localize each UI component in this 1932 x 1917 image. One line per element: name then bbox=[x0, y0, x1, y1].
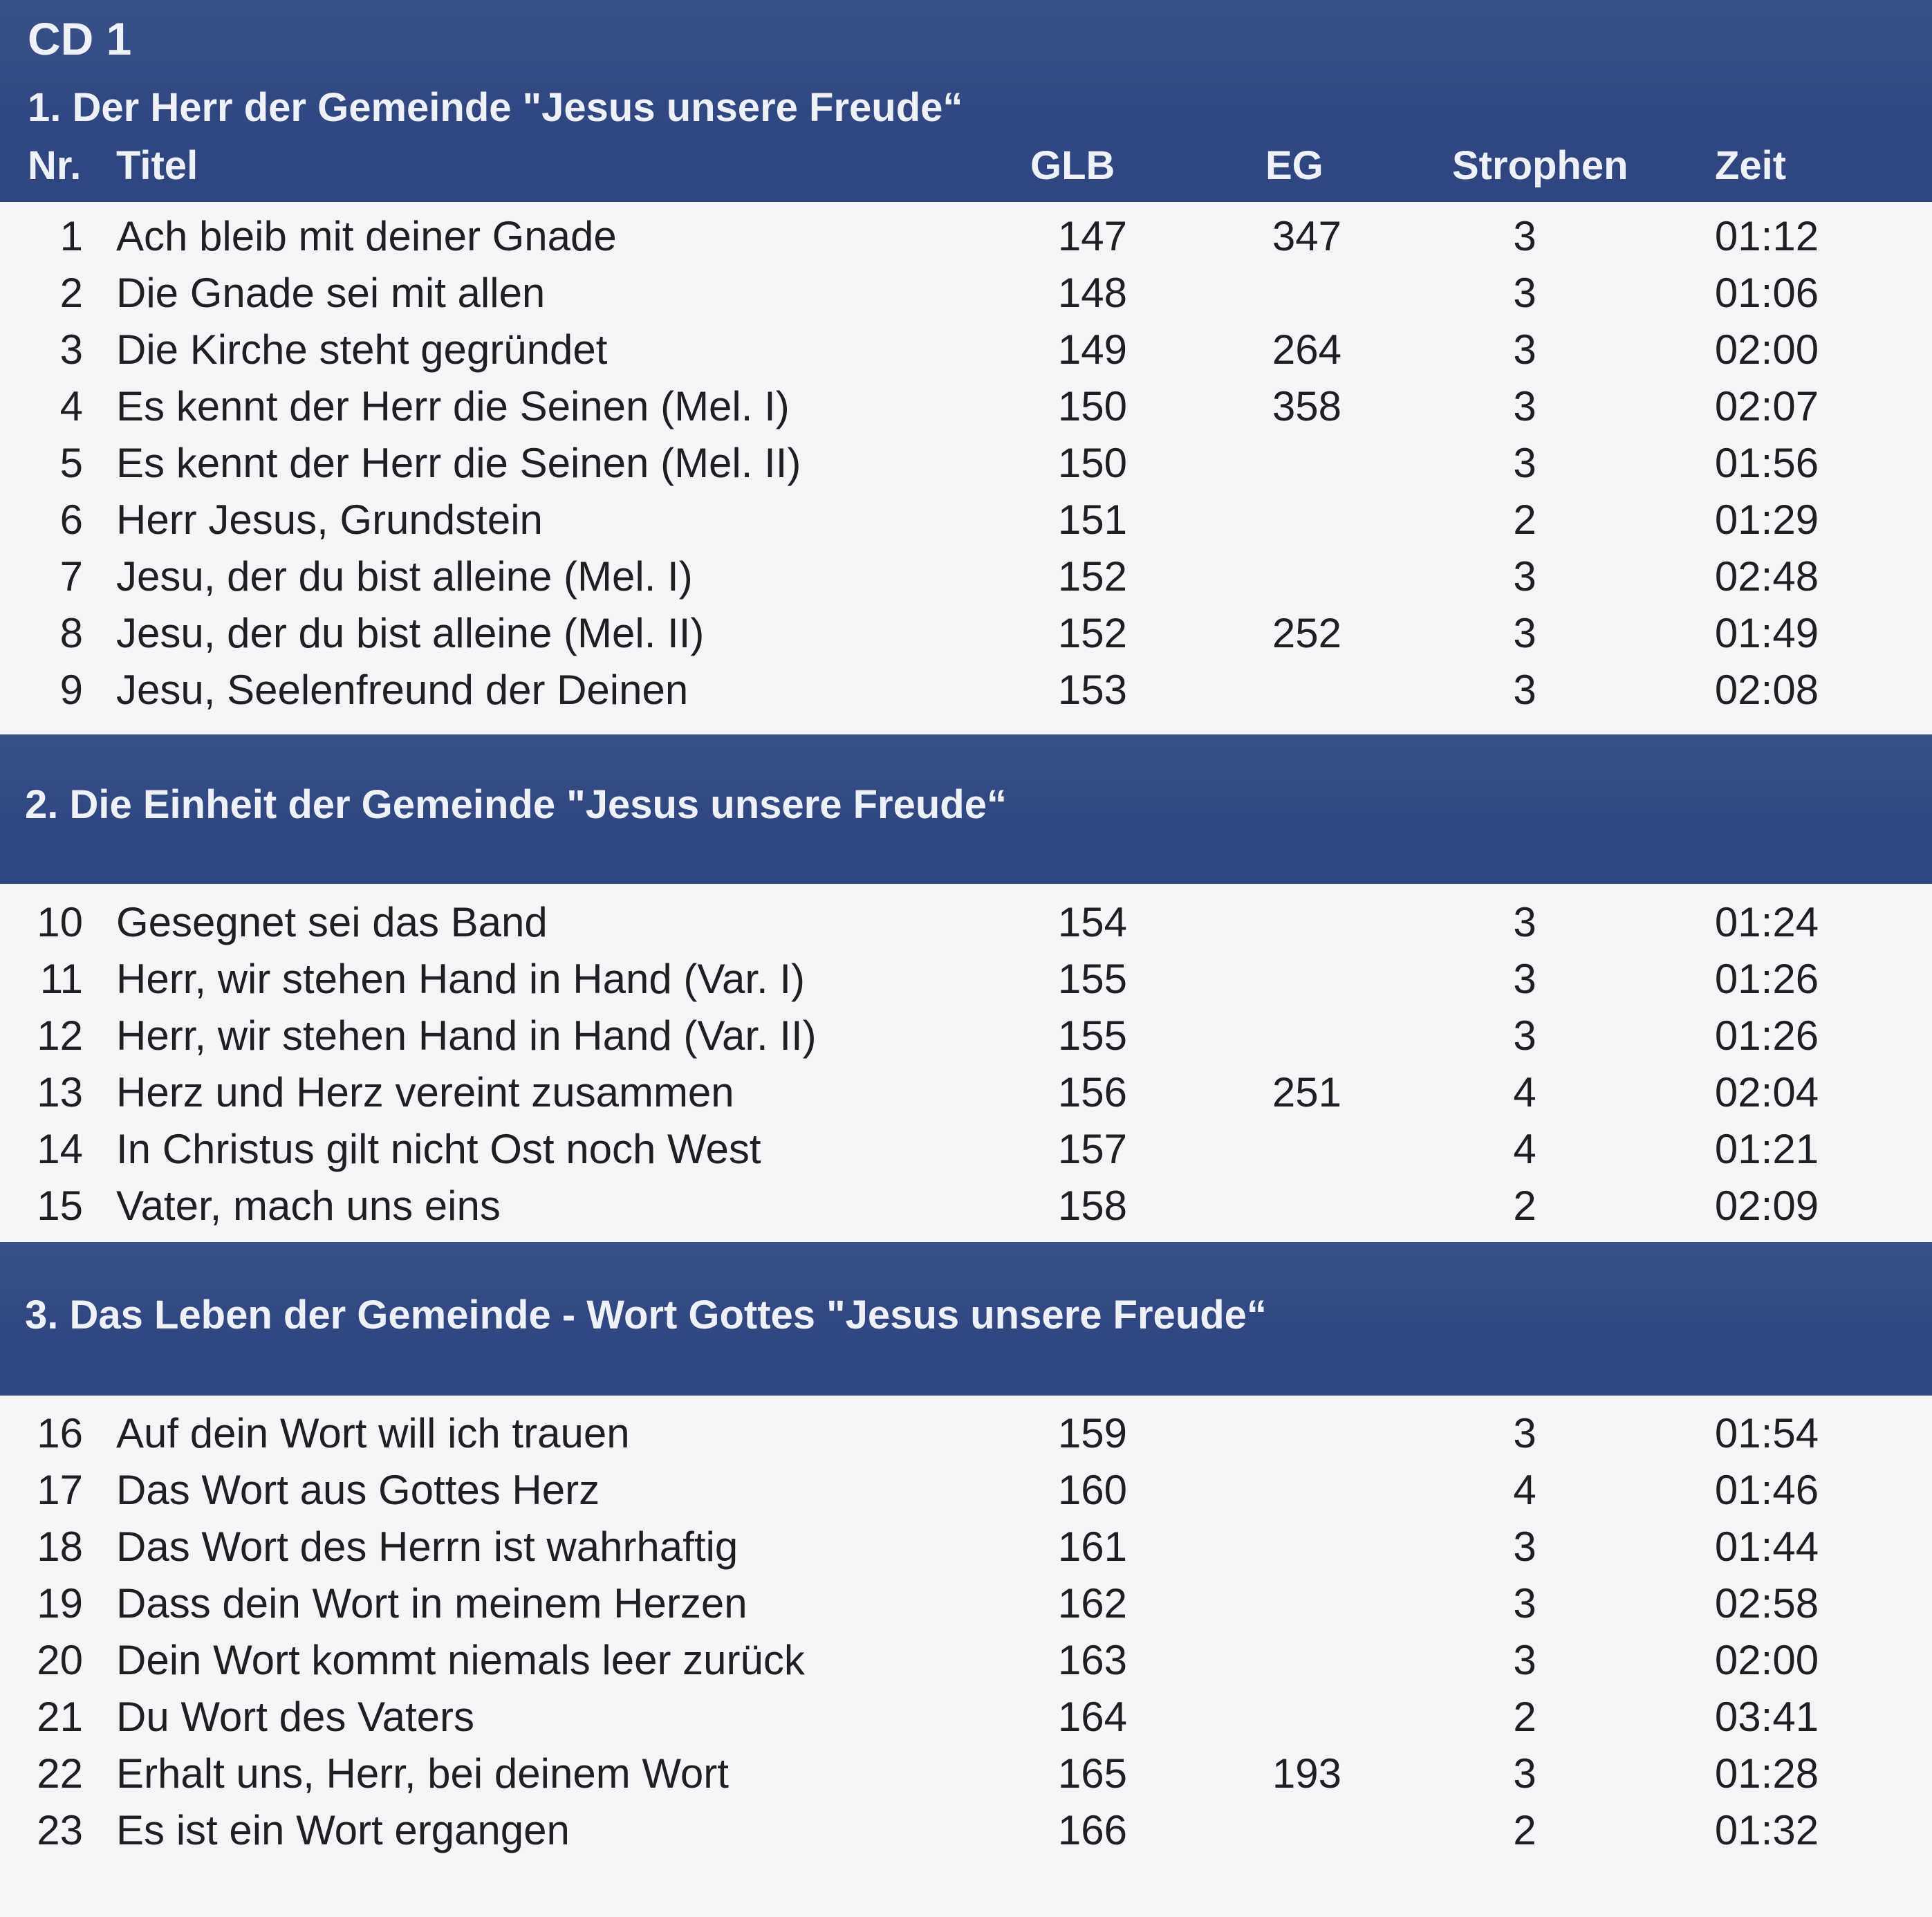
track-row bbox=[0, 605, 1932, 662]
track-row bbox=[0, 1802, 1932, 1859]
track-number: 11 bbox=[39, 956, 83, 1002]
section-heading-1: 1. Der Herr der Gemeinde "Jesus unsere Freude“ bbox=[28, 85, 963, 130]
track-row bbox=[0, 322, 1932, 378]
track-number: 8 bbox=[59, 610, 83, 656]
track-row bbox=[0, 1008, 1932, 1064]
track-number: 17 bbox=[37, 1467, 83, 1513]
track-strophen: 4 bbox=[1513, 1126, 1536, 1172]
track-title: Du Wort des Vaters bbox=[116, 1694, 474, 1740]
track-row bbox=[0, 1745, 1932, 1802]
track-number: 18 bbox=[37, 1524, 83, 1570]
track-title: Erhalt uns, Herr, bei deinem Wort bbox=[116, 1750, 729, 1797]
track-eg: 193 bbox=[1272, 1750, 1341, 1797]
track-strophen: 3 bbox=[1513, 270, 1536, 316]
track-title: Herr Jesus, Grundstein bbox=[116, 497, 543, 543]
track-title: Herz und Herz vereint zusammen bbox=[116, 1069, 734, 1115]
track-title: Die Gnade sei mit allen bbox=[116, 270, 546, 316]
track-zeit: 01:28 bbox=[1714, 1750, 1819, 1797]
track-zeit: 01:21 bbox=[1714, 1126, 1819, 1172]
track-strophen: 3 bbox=[1513, 440, 1536, 486]
section-heading-3: 3. Das Leben der Gemeinde - Wort Gottes "Jesus unsere Freude“ bbox=[25, 1293, 1267, 1337]
track-zeit: 02:04 bbox=[1714, 1069, 1819, 1115]
track-row bbox=[0, 662, 1932, 719]
column-header-zeit: Zeit bbox=[1715, 143, 1787, 188]
column-header-eg: EG bbox=[1265, 143, 1323, 188]
track-strophen: 4 bbox=[1513, 1069, 1536, 1115]
track-title: Es kennt der Herr die Seinen (Mel. II) bbox=[116, 440, 801, 486]
track-row bbox=[0, 894, 1932, 951]
track-strophen: 3 bbox=[1513, 326, 1536, 373]
header-band-3 bbox=[0, 1242, 1932, 1396]
section-2-tracks bbox=[0, 894, 1932, 1234]
track-strophen: 3 bbox=[1513, 956, 1536, 1002]
track-zeit: 01:26 bbox=[1714, 1012, 1819, 1059]
track-title: Die Kirche steht gegründet bbox=[116, 326, 608, 373]
track-row bbox=[0, 1405, 1932, 1462]
track-eg: 264 bbox=[1272, 326, 1341, 373]
column-header-nr: Nr. bbox=[28, 143, 82, 188]
track-strophen: 3 bbox=[1513, 1410, 1536, 1456]
track-glb: 164 bbox=[1057, 1694, 1127, 1740]
track-zeit: 01:49 bbox=[1714, 610, 1819, 656]
track-title: Ach bleib mit deiner Gnade bbox=[116, 213, 617, 259]
track-strophen: 2 bbox=[1513, 497, 1536, 543]
track-title: Das Wort des Herrn ist wahrhaftig bbox=[116, 1524, 739, 1570]
track-row bbox=[0, 1575, 1932, 1632]
track-title: Es kennt der Herr die Seinen (Mel. I) bbox=[116, 383, 790, 429]
track-number: 12 bbox=[37, 1012, 83, 1059]
track-eg: 358 bbox=[1272, 383, 1341, 429]
track-strophen: 4 bbox=[1513, 1467, 1536, 1513]
track-row bbox=[0, 548, 1932, 605]
track-glb: 165 bbox=[1057, 1750, 1127, 1797]
track-title: Jesu, Seelenfreund der Deinen bbox=[116, 667, 689, 713]
track-glb: 150 bbox=[1057, 440, 1127, 486]
track-strophen: 3 bbox=[1513, 1012, 1536, 1059]
track-glb: 159 bbox=[1057, 1410, 1127, 1456]
track-row bbox=[0, 378, 1932, 435]
track-zeit: 01:44 bbox=[1714, 1524, 1819, 1570]
track-number: 1 bbox=[59, 213, 83, 259]
track-strophen: 3 bbox=[1513, 610, 1536, 656]
track-number: 22 bbox=[37, 1750, 83, 1797]
track-zeit: 01:29 bbox=[1714, 497, 1819, 543]
track-glb: 149 bbox=[1057, 326, 1127, 373]
track-zeit: 01:54 bbox=[1714, 1410, 1819, 1456]
track-glb: 150 bbox=[1057, 383, 1127, 429]
track-number: 20 bbox=[37, 1637, 83, 1683]
track-zeit: 02:00 bbox=[1714, 1637, 1819, 1683]
track-glb: 166 bbox=[1057, 1807, 1127, 1853]
track-zeit: 01:06 bbox=[1714, 270, 1819, 316]
section-1-tracks bbox=[0, 208, 1932, 719]
track-zeit: 01:32 bbox=[1714, 1807, 1819, 1853]
track-strophen: 2 bbox=[1513, 1183, 1536, 1229]
track-zeit: 01:46 bbox=[1714, 1467, 1819, 1513]
track-strophen: 3 bbox=[1513, 383, 1536, 429]
track-glb: 162 bbox=[1057, 1580, 1127, 1627]
track-glb: 152 bbox=[1057, 553, 1127, 600]
track-glb: 147 bbox=[1057, 213, 1127, 259]
header-band-1 bbox=[0, 0, 1932, 202]
track-row bbox=[0, 1178, 1932, 1234]
track-title: Jesu, der du bist alleine (Mel. I) bbox=[116, 553, 693, 600]
track-number: 3 bbox=[59, 326, 83, 373]
track-glb: 151 bbox=[1057, 497, 1127, 543]
track-glb: 155 bbox=[1057, 1012, 1127, 1059]
track-zeit: 03:41 bbox=[1714, 1694, 1819, 1740]
track-title: Auf dein Wort will ich trauen bbox=[116, 1410, 630, 1456]
track-zeit: 02:07 bbox=[1714, 383, 1819, 429]
track-row bbox=[0, 435, 1932, 492]
track-glb: 156 bbox=[1057, 1069, 1127, 1115]
track-row bbox=[0, 951, 1932, 1008]
track-title: Das Wort aus Gottes Herz bbox=[116, 1467, 600, 1513]
track-row bbox=[0, 1519, 1932, 1575]
track-glb: 161 bbox=[1057, 1524, 1127, 1570]
track-title: Herr, wir stehen Hand in Hand (Var. II) bbox=[116, 1012, 817, 1059]
track-glb: 153 bbox=[1057, 667, 1127, 713]
track-strophen: 3 bbox=[1513, 667, 1536, 713]
track-zeit: 02:09 bbox=[1714, 1183, 1819, 1229]
track-number: 16 bbox=[37, 1410, 83, 1456]
track-number: 9 bbox=[59, 667, 83, 713]
track-strophen: 2 bbox=[1513, 1807, 1536, 1853]
track-strophen: 3 bbox=[1513, 553, 1536, 600]
track-zeit: 01:26 bbox=[1714, 956, 1819, 1002]
track-eg: 347 bbox=[1272, 213, 1341, 259]
track-title: Gesegnet sei das Band bbox=[116, 899, 548, 945]
track-number: 10 bbox=[37, 899, 83, 945]
track-glb: 160 bbox=[1057, 1467, 1127, 1513]
header-band-2 bbox=[0, 734, 1932, 884]
track-row bbox=[0, 1064, 1932, 1121]
track-strophen: 2 bbox=[1513, 1694, 1536, 1740]
column-header-row bbox=[0, 138, 1932, 194]
track-number: 7 bbox=[59, 553, 83, 600]
track-glb: 163 bbox=[1057, 1637, 1127, 1683]
track-number: 2 bbox=[59, 270, 83, 316]
column-header-glb: GLB bbox=[1030, 143, 1115, 188]
track-number: 15 bbox=[37, 1183, 83, 1229]
track-glb: 157 bbox=[1057, 1126, 1127, 1172]
track-title: Es ist ein Wort ergangen bbox=[116, 1807, 570, 1853]
track-row bbox=[0, 1121, 1932, 1178]
track-strophen: 3 bbox=[1513, 1637, 1536, 1683]
track-title: Dein Wort kommt niemals leer zurück bbox=[116, 1637, 805, 1683]
track-glb: 155 bbox=[1057, 956, 1127, 1002]
track-zeit: 02:08 bbox=[1714, 667, 1819, 713]
track-title: Vater, mach uns eins bbox=[116, 1183, 501, 1229]
track-glb: 154 bbox=[1057, 899, 1127, 945]
track-strophen: 3 bbox=[1513, 1524, 1536, 1570]
track-zeit: 01:56 bbox=[1714, 440, 1819, 486]
track-row bbox=[0, 492, 1932, 548]
section-3-tracks bbox=[0, 1405, 1932, 1859]
track-strophen: 3 bbox=[1513, 1580, 1536, 1627]
track-zeit: 02:00 bbox=[1714, 326, 1819, 373]
track-strophen: 3 bbox=[1513, 213, 1536, 259]
track-number: 13 bbox=[37, 1069, 83, 1115]
track-number: 5 bbox=[59, 440, 83, 486]
track-zeit: 02:58 bbox=[1714, 1580, 1819, 1627]
track-eg: 251 bbox=[1272, 1069, 1341, 1115]
track-title: In Christus gilt nicht Ost noch West bbox=[116, 1126, 761, 1172]
track-strophen: 3 bbox=[1513, 1750, 1536, 1797]
track-row bbox=[0, 1462, 1932, 1519]
track-number: 21 bbox=[37, 1694, 83, 1740]
track-zeit: 02:48 bbox=[1714, 553, 1819, 600]
track-glb: 148 bbox=[1057, 270, 1127, 316]
track-row bbox=[0, 1632, 1932, 1689]
track-eg: 252 bbox=[1272, 610, 1341, 656]
track-zeit: 01:12 bbox=[1714, 213, 1819, 259]
column-header-title: Titel bbox=[116, 143, 198, 188]
track-number: 4 bbox=[59, 383, 83, 429]
track-number: 23 bbox=[37, 1807, 83, 1853]
track-strophen: 3 bbox=[1513, 899, 1536, 945]
track-zeit: 01:24 bbox=[1714, 899, 1819, 945]
track-row bbox=[0, 265, 1932, 322]
track-glb: 152 bbox=[1057, 610, 1127, 656]
track-title: Dass dein Wort in meinem Herzen bbox=[116, 1580, 747, 1627]
track-number: 14 bbox=[37, 1126, 83, 1172]
track-title: Herr, wir stehen Hand in Hand (Var. I) bbox=[116, 956, 805, 1002]
track-row bbox=[0, 208, 1932, 265]
cd-title: CD 1 bbox=[28, 13, 132, 64]
track-glb: 158 bbox=[1057, 1183, 1127, 1229]
column-header-strophen: Strophen bbox=[1452, 143, 1628, 188]
track-title: Jesu, der du bist alleine (Mel. II) bbox=[116, 610, 705, 656]
section-heading-2: 2. Die Einheit der Gemeinde "Jesus unsere Freude“ bbox=[25, 782, 1007, 827]
track-number: 19 bbox=[37, 1580, 83, 1627]
track-number: 6 bbox=[59, 497, 83, 543]
track-row bbox=[0, 1689, 1932, 1745]
